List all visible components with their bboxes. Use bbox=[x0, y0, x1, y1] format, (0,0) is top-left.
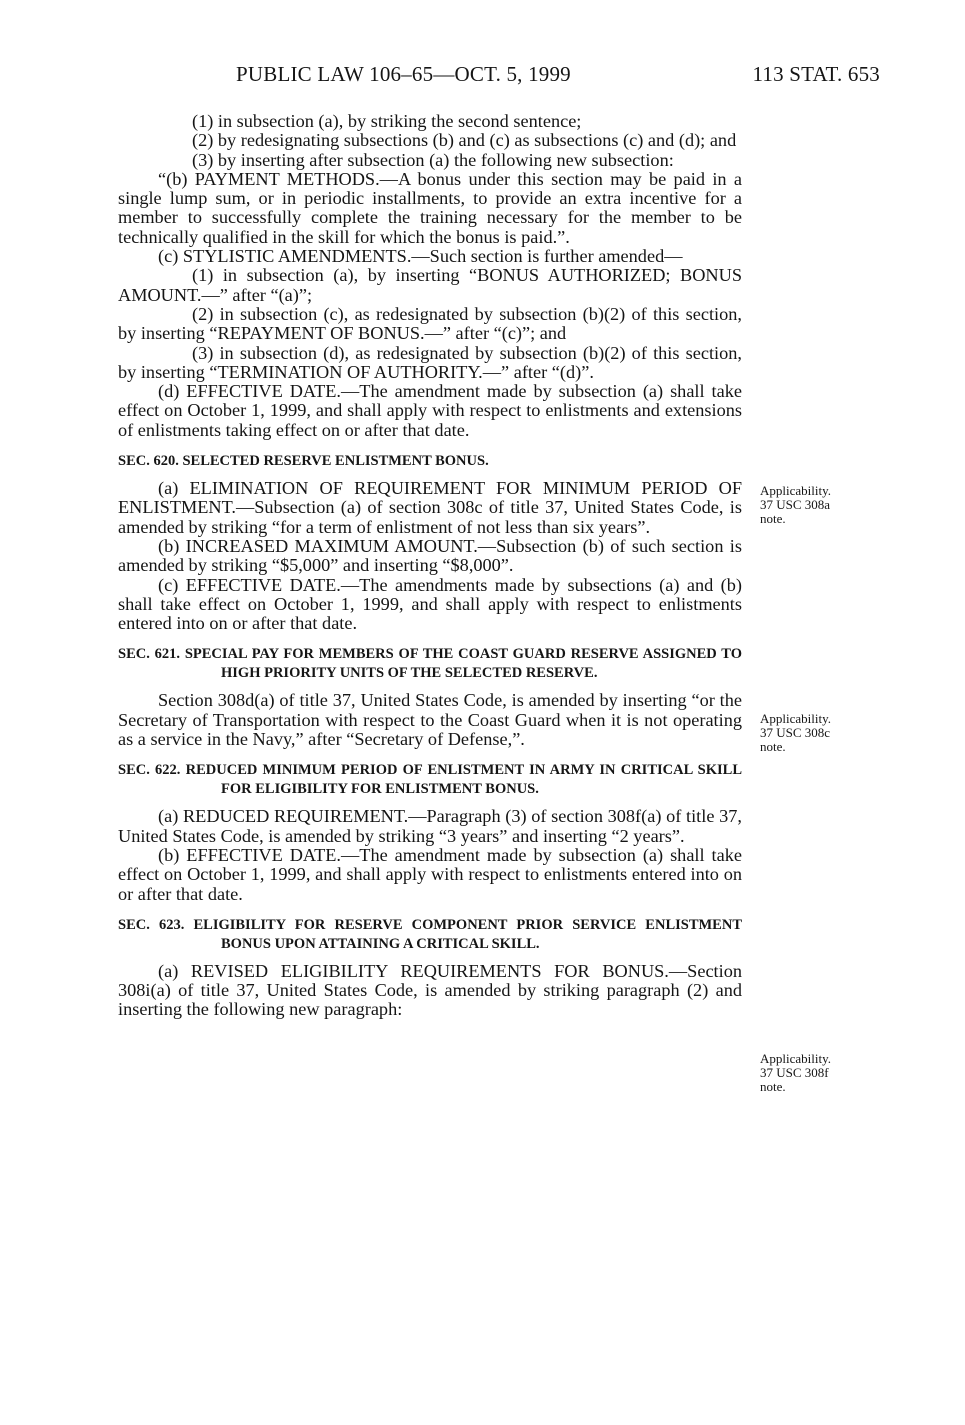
margin-note-cite: 37 USC 308a bbox=[760, 497, 831, 512]
margin-note-cite: 37 USC 308c bbox=[760, 725, 831, 740]
margin-note-label: Applicability. bbox=[760, 483, 832, 498]
margin-note-cite: 37 USC 308f bbox=[760, 1065, 829, 1080]
paragraph: (a) REDUCED REQUIREMENT.—Paragraph (3) of section 308f(a) of title 37, United States Code, is amended by striking “3 years” and inserting “2 years”. bbox=[118, 806, 742, 846]
margin-note-label: Applicability. bbox=[760, 1051, 832, 1066]
paragraph: (2) by redesignating subsections (b) and (c) as subsections (c) and (d); and bbox=[192, 130, 737, 151]
section-heading: SEC. 620. SELECTED RESERVE ENLISTMENT BONUS. bbox=[118, 453, 489, 470]
running-header bbox=[118, 62, 880, 90]
paragraph: (c) STYLISTIC AMENDMENTS.—Such section is further amended— bbox=[158, 246, 683, 267]
paragraph: (1) in subsection (a), by striking the second sentence; bbox=[192, 111, 582, 131]
section-heading: SEC. 622. REDUCED MINIMUM PERIOD OF ENLISTMENT IN ARMY IN CRITICAL SKILL FOR ELIGIBILITY FOR ENLISTMENT BONUS. bbox=[118, 762, 742, 798]
margin-note-note: note. bbox=[760, 1079, 786, 1094]
margin-note-note: note. bbox=[760, 511, 786, 526]
paragraph: (b) EFFECTIVE DATE.—The amendment made by subsection (a) shall take effect on October 1, 1999, and shall apply with respect to enlistments entered into on or after that date. bbox=[118, 844, 742, 904]
header-page-ref: 113 STAT. 653 bbox=[752, 62, 880, 86]
paragraph: (a) REVISED ELIGIBILITY REQUIREMENTS FOR BONUS.—Section 308i(a) of title 37, United States Code, is amended by striking paragraph (2) and inserting the following new paragraph: bbox=[118, 960, 742, 1020]
margin-note bbox=[760, 712, 870, 754]
paragraph: (1) in subsection (a), by inserting “BONUS AUTHORIZED; BONUS AMOUNT.—” after “(a)”; bbox=[118, 265, 742, 305]
header-title: PUBLIC LAW 106–65—OCT. 5, 1999 bbox=[236, 62, 571, 86]
section-heading: SEC. 621. SPECIAL PAY FOR MEMBERS OF THE COAST GUARD RESERVE ASSIGNED TO HIGH PRIORITY UNITS OF THE SELECTED RESERVE. bbox=[118, 646, 742, 682]
paragraph: Section 308d(a) of title 37, United States Code, is amended by inserting “or the Secretary of Transportation with respect to the Coast Guard when it is not operating as a service in the Navy,” after “Secretary of Defense,”. bbox=[118, 690, 742, 750]
paragraph: (3) in subsection (d), as redesignated by subsection (b)(2) of this section, by inserting “TERMINATION OF AUTHORITY.—” after “(d)”. bbox=[118, 342, 742, 382]
margin-note-label: Applicability. bbox=[760, 711, 832, 726]
section-heading: SEC. 623. ELIGIBILITY FOR RESERVE COMPONENT PRIOR SERVICE ENLISTMENT BONUS UPON ATTAINING A CRITICAL SKILL. bbox=[118, 916, 742, 952]
paragraph: (2) in subsection (c), as redesignated by subsection (b)(2) of this section, by inserting “REPAYMENT OF BONUS.—” after “(c)”; and bbox=[118, 303, 742, 344]
margin-note-note: note. bbox=[760, 739, 786, 754]
paragraph: (d) EFFECTIVE DATE.—The amendment made by subsection (a) shall take effect on October 1, 1999, and shall apply with respect to enlistments and extensions of enlistments taking effect on or after that date. bbox=[118, 381, 742, 440]
paragraph: (b) INCREASED MAXIMUM AMOUNT.—Subsection (b) of such section is amended by striking “$5,000” and inserting “$8,000”. bbox=[118, 535, 742, 576]
paragraph: (c) EFFECTIVE DATE.—The amendments made by subsections (a) and (b) shall take effect on October 1, 1999, and shall apply with respect to enlistments entered into on or after that date. bbox=[118, 574, 742, 634]
margin-note bbox=[760, 484, 870, 526]
paragraph: (a) ELIMINATION OF REQUIREMENT FOR MINIMUM PERIOD OF ENLISTMENT.—Subsection (a) of section 308c of title 37, United States Code, is amended by striking “for a term of enlistment of not less than six years”. bbox=[118, 478, 742, 537]
body-text bbox=[118, 112, 742, 1020]
margin-note bbox=[760, 1052, 870, 1094]
paragraph: (3) by inserting after subsection (a) the following new subsection: bbox=[192, 149, 674, 170]
quoted-subsection: “(b) PAYMENT METHODS.—A bonus under this section may be paid in a single lump sum, or in periodic installments, to provide an extra incentive for a member to successfully complete the training necessary for the member to be technically qualified in the skill for which the bonus is paid.”. bbox=[118, 168, 742, 247]
